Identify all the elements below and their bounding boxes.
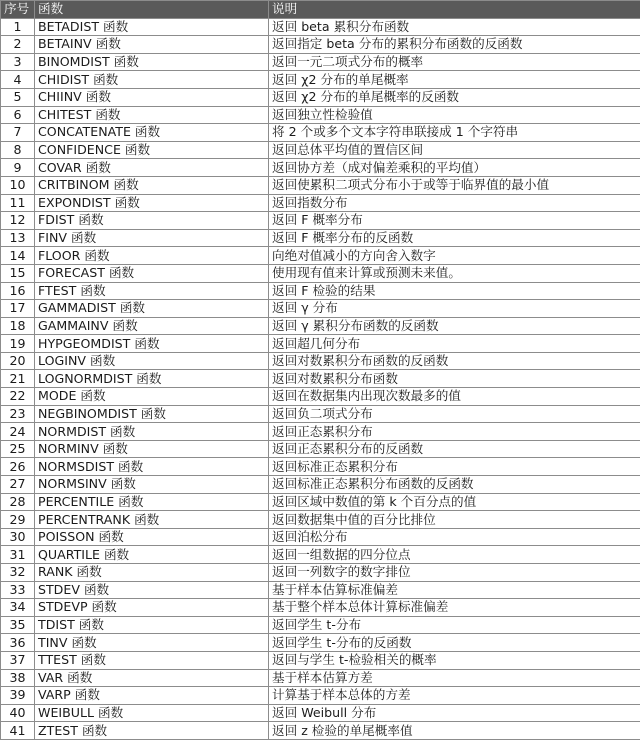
table-row xyxy=(1,141,640,159)
function-description: 返回 F 概率分布 xyxy=(269,212,640,230)
row-index: 11 xyxy=(1,194,35,212)
function-description: 返回在数据集内出现次数最多的值 xyxy=(269,388,640,406)
function-description: 基于样本估算方差 xyxy=(269,669,640,687)
row-index: 7 xyxy=(1,124,35,142)
function-description: 基于样本估算标准偏差 xyxy=(269,581,640,599)
row-index: 36 xyxy=(1,634,35,652)
function-description: 返回 F 检验的结果 xyxy=(269,282,640,300)
function-name: EXPONDIST 函数 xyxy=(35,194,269,212)
function-name: NORMDIST 函数 xyxy=(35,423,269,441)
row-index: 8 xyxy=(1,141,35,159)
function-description: 返回泊松分布 xyxy=(269,528,640,546)
function-description: 返回 Weibull 分布 xyxy=(269,704,640,722)
row-index: 14 xyxy=(1,247,35,265)
function-description: 返回一组数据的四分位点 xyxy=(269,546,640,564)
function-description: 返回一列数字的数字排位 xyxy=(269,564,640,582)
function-description: 返回正态累积分布的反函数 xyxy=(269,440,640,458)
row-index: 33 xyxy=(1,581,35,599)
function-name: FTEST 函数 xyxy=(35,282,269,300)
row-index: 1 xyxy=(1,18,35,36)
table-row xyxy=(1,106,640,124)
function-name: CHIDIST 函数 xyxy=(35,71,269,89)
table-row xyxy=(1,423,640,441)
table-row xyxy=(1,88,640,106)
table-row xyxy=(1,370,640,388)
table-row xyxy=(1,124,640,142)
row-index: 4 xyxy=(1,71,35,89)
function-description: 基于整个样本总体计算标准偏差 xyxy=(269,599,640,617)
function-description: 返回 F 概率分布的反函数 xyxy=(269,229,640,247)
row-index: 35 xyxy=(1,616,35,634)
row-index: 16 xyxy=(1,282,35,300)
function-name: MODE 函数 xyxy=(35,388,269,406)
row-index: 30 xyxy=(1,528,35,546)
row-index: 19 xyxy=(1,335,35,353)
function-name: STDEVP 函数 xyxy=(35,599,269,617)
function-description: 返回对数累积分布函数的反函数 xyxy=(269,352,640,370)
table-row xyxy=(1,18,640,36)
function-description: 返回使累积二项式分布小于或等于临界值的最小值 xyxy=(269,176,640,194)
function-description: 返回协方差（成对偏差乘积的平均值） xyxy=(269,159,640,177)
table-row xyxy=(1,36,640,54)
function-name: CONCATENATE 函数 xyxy=(35,124,269,142)
function-description: 返回区域中数值的第 k 个百分点的值 xyxy=(269,493,640,511)
table-row xyxy=(1,546,640,564)
header-index: 序号 xyxy=(1,1,35,19)
function-name: COVAR 函数 xyxy=(35,159,269,177)
row-index: 20 xyxy=(1,352,35,370)
function-name: FLOOR 函数 xyxy=(35,247,269,265)
function-description: 返回指数分布 xyxy=(269,194,640,212)
table-body xyxy=(1,18,640,739)
function-description: 返回 z 检验的单尾概率值 xyxy=(269,722,640,740)
row-index: 29 xyxy=(1,511,35,529)
row-index: 5 xyxy=(1,88,35,106)
function-description: 使用现有值来计算或预测未来值。 xyxy=(269,264,640,282)
function-name: PERCENTILE 函数 xyxy=(35,493,269,511)
function-description: 返回 beta 累积分布函数 xyxy=(269,18,640,36)
function-description: 返回独立性检验值 xyxy=(269,106,640,124)
table-row xyxy=(1,616,640,634)
function-description: 返回总体平均值的置信区间 xyxy=(269,141,640,159)
function-description: 返回标准正态累积分布 xyxy=(269,458,640,476)
row-index: 23 xyxy=(1,405,35,423)
function-name: CONFIDENCE 函数 xyxy=(35,141,269,159)
table-row xyxy=(1,493,640,511)
table-row xyxy=(1,458,640,476)
row-index: 9 xyxy=(1,159,35,177)
row-index: 24 xyxy=(1,423,35,441)
function-name: CHIINV 函数 xyxy=(35,88,269,106)
function-description: 返回指定 beta 分布的累积分布函数的反函数 xyxy=(269,36,640,54)
table-row xyxy=(1,388,640,406)
function-name: FDIST 函数 xyxy=(35,212,269,230)
table-row xyxy=(1,476,640,494)
function-description: 返回负二项式分布 xyxy=(269,405,640,423)
table-row xyxy=(1,581,640,599)
table-row xyxy=(1,669,640,687)
row-index: 38 xyxy=(1,669,35,687)
function-name: BINOMDIST 函数 xyxy=(35,53,269,71)
row-index: 39 xyxy=(1,687,35,705)
table-row xyxy=(1,53,640,71)
function-name: BETAINV 函数 xyxy=(35,36,269,54)
row-index: 37 xyxy=(1,651,35,669)
function-description: 返回数据集中值的百分比排位 xyxy=(269,511,640,529)
row-index: 21 xyxy=(1,370,35,388)
function-name: NORMINV 函数 xyxy=(35,440,269,458)
table-row xyxy=(1,352,640,370)
row-index: 31 xyxy=(1,546,35,564)
row-index: 25 xyxy=(1,440,35,458)
function-description: 向绝对值减小的方向舍入数字 xyxy=(269,247,640,265)
row-index: 34 xyxy=(1,599,35,617)
function-description: 计算基于样本总体的方差 xyxy=(269,687,640,705)
table-row xyxy=(1,247,640,265)
table-row xyxy=(1,282,640,300)
row-index: 26 xyxy=(1,458,35,476)
function-description: 返回 χ2 分布的单尾概率 xyxy=(269,71,640,89)
table-row xyxy=(1,599,640,617)
function-description: 返回 γ 分布 xyxy=(269,300,640,318)
row-index: 10 xyxy=(1,176,35,194)
function-name: NORMSDIST 函数 xyxy=(35,458,269,476)
header-row xyxy=(1,1,640,19)
function-name: CRITBINOM 函数 xyxy=(35,176,269,194)
table-row xyxy=(1,528,640,546)
table-row xyxy=(1,159,640,177)
function-description: 返回一元二项式分布的概率 xyxy=(269,53,640,71)
function-name: VARP 函数 xyxy=(35,687,269,705)
function-name: POISSON 函数 xyxy=(35,528,269,546)
table-row xyxy=(1,71,640,89)
table-row xyxy=(1,651,640,669)
function-name: CHITEST 函数 xyxy=(35,106,269,124)
row-index: 12 xyxy=(1,212,35,230)
header-description: 说明 xyxy=(269,1,640,19)
table-row xyxy=(1,405,640,423)
table-row xyxy=(1,440,640,458)
function-description: 返回与学生 t-检验相关的概率 xyxy=(269,651,640,669)
function-name: GAMMADIST 函数 xyxy=(35,300,269,318)
table-row xyxy=(1,300,640,318)
row-index: 27 xyxy=(1,476,35,494)
row-index: 28 xyxy=(1,493,35,511)
function-description: 返回学生 t-分布的反函数 xyxy=(269,634,640,652)
function-description: 返回 χ2 分布的单尾概率的反函数 xyxy=(269,88,640,106)
function-name: FORECAST 函数 xyxy=(35,264,269,282)
function-name: HYPGEOMDIST 函数 xyxy=(35,335,269,353)
function-name: LOGINV 函数 xyxy=(35,352,269,370)
function-name: TTEST 函数 xyxy=(35,651,269,669)
function-description: 返回超几何分布 xyxy=(269,335,640,353)
function-name: FINV 函数 xyxy=(35,229,269,247)
row-index: 22 xyxy=(1,388,35,406)
table-row xyxy=(1,229,640,247)
header-function: 函数 xyxy=(35,1,269,19)
function-description: 返回学生 t-分布 xyxy=(269,616,640,634)
function-name: GAMMAINV 函数 xyxy=(35,317,269,335)
row-index: 2 xyxy=(1,36,35,54)
function-description: 将 2 个或多个文本字符串联接成 1 个字符串 xyxy=(269,124,640,142)
function-name: TDIST 函数 xyxy=(35,616,269,634)
function-name: QUARTILE 函数 xyxy=(35,546,269,564)
table-row xyxy=(1,511,640,529)
table-row xyxy=(1,176,640,194)
table-row xyxy=(1,564,640,582)
function-name: RANK 函数 xyxy=(35,564,269,582)
row-index: 32 xyxy=(1,564,35,582)
table-row xyxy=(1,194,640,212)
function-name: WEIBULL 函数 xyxy=(35,704,269,722)
row-index: 40 xyxy=(1,704,35,722)
function-name: STDEV 函数 xyxy=(35,581,269,599)
table-row xyxy=(1,335,640,353)
function-name: NORMSINV 函数 xyxy=(35,476,269,494)
function-description: 返回 γ 累积分布函数的反函数 xyxy=(269,317,640,335)
row-index: 18 xyxy=(1,317,35,335)
function-description: 返回对数累积分布函数 xyxy=(269,370,640,388)
function-description: 返回正态累积分布 xyxy=(269,423,640,441)
function-description: 返回标准正态累积分布函数的反函数 xyxy=(269,476,640,494)
function-name: ZTEST 函数 xyxy=(35,722,269,740)
row-index: 6 xyxy=(1,106,35,124)
row-index: 3 xyxy=(1,53,35,71)
table-row xyxy=(1,687,640,705)
table-row xyxy=(1,704,640,722)
row-index: 13 xyxy=(1,229,35,247)
row-index: 17 xyxy=(1,300,35,318)
table-row xyxy=(1,264,640,282)
row-index: 41 xyxy=(1,722,35,740)
row-index: 15 xyxy=(1,264,35,282)
function-name: NEGBINOMDIST 函数 xyxy=(35,405,269,423)
table-row xyxy=(1,317,640,335)
function-name: BETADIST 函数 xyxy=(35,18,269,36)
function-name: LOGNORMDIST 函数 xyxy=(35,370,269,388)
table-row xyxy=(1,634,640,652)
table-row xyxy=(1,212,640,230)
function-name: TINV 函数 xyxy=(35,634,269,652)
function-name: VAR 函数 xyxy=(35,669,269,687)
function-name: PERCENTRANK 函数 xyxy=(35,511,269,529)
